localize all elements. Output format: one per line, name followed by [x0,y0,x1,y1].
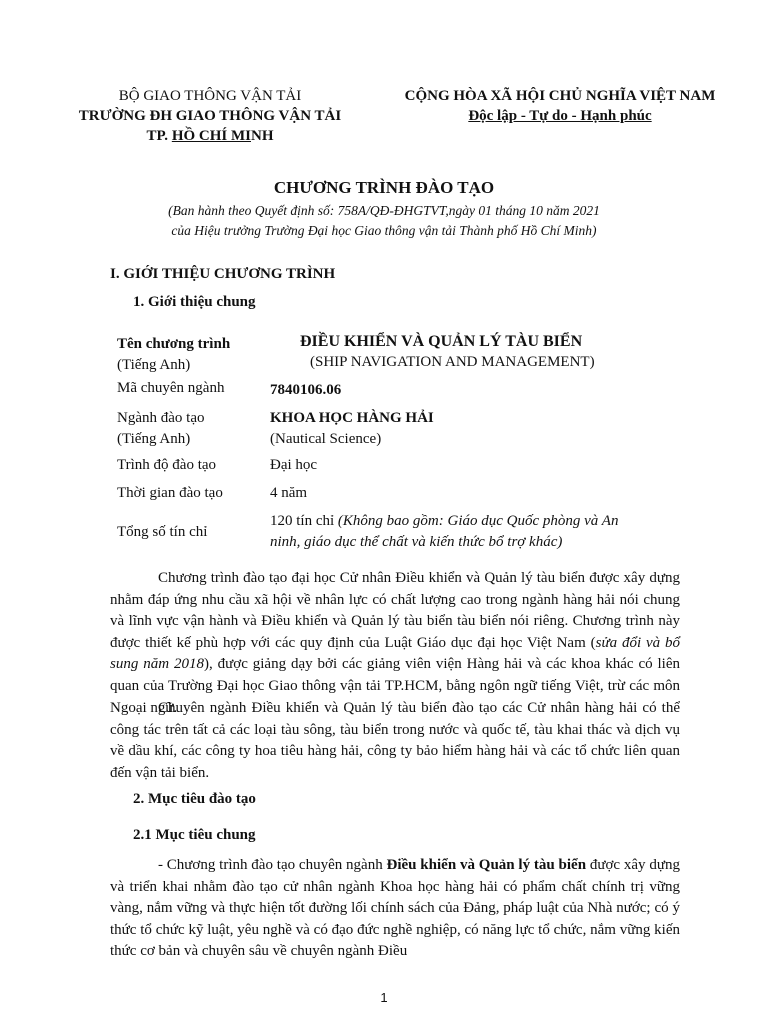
ministry-header [50,86,370,146]
objective-paragraph: - Chương trình đào tạo chuyên ngành Điều khiển và Quản lý tàu biển được xây dựng và triển khai nhằm đào tạo cử nhân ngành Khoa học hàng hải có phẩm chất chính trị vững vàng, nắm vững và thực hiện tốt đường lối chính sách của Đảng, pháp luật của Nhà nước; có ý thức tổ chức kỹ luật, yêu nghề và có đạo đức nghề nghiệp, có năng lực tổ chức, nắm vững kiến thức cơ bản và chuyên sâu về chuyên ngành Điều [110,857,680,960]
document-subtitle: (Ban hành theo Quyết định số: 758A/QĐ-ĐHGTVT,ngày 01 tháng 10 năm 2021 của Hiệu trưởng Trường Đại học Giao thông vận tải Thành phố Hồ Chí Minh) [168,203,600,238]
national-header [375,86,745,126]
duration-value: 4 năm [270,485,308,501]
program-label: Tên chương trình (Tiếng Anh) [117,336,231,373]
subsection-heading-2: 2. Mục tiêu đào tạo [133,791,256,807]
intro-paragraph-2: Chuyên ngành Điều khiển và Quản lý tàu biển đào tạo các Cử nhân hàng hải có thể công tác trên tất cả các loại tàu sông, tàu biển trong nước và quốc tế, tàu khai thác và dịch vụ về dầu khí, các công ty hoa tiêu hàng hải, công ty bảo hiểm hàng hải và các tổ chức liên quan đến vận tải biển. [110,700,680,781]
level-value: Đại học [270,457,318,473]
intro-paragraph-1: Chương trình đào tạo đại học Cử nhân Điều khiển và Quản lý tàu biển được xây dựng nhằm đáp ứng nhu cầu xã hội về nhân lực có chất lượng cao trong ngành hàng hải nói chung và lĩnh vực vận hành và Điều khiển và Quản lý tàu biển tàu biển nói riêng. Chương trình này được thiết kế phù hợp với các quy định của Luật Giáo dục đại học Việt Nam (sửa đổi và bổ sung năm 2018), được giảng dạy bởi các giảng viên viện Hàng hải và các khoa khác có liên quan của Trường Đại học Giao thông vận tải TP.HCM, bằng ngôn ngữ tiếng Việt, trừ các môn Ngoại ngữ. [110,570,681,716]
program-value-en: (SHIP NAVIGATION AND MANAGEMENT) [310,354,595,370]
subsection-heading-1: 1. Giới thiệu chung [133,294,256,310]
field-value: KHOA HỌC HÀNG HẢI (Nautical Science) [270,410,434,447]
section-heading: I. GIỚI THIỆU CHƯƠNG TRÌNH [110,266,336,282]
university-name: TRƯỜNG ĐH GIAO THÔNG VẬN TẢI [78,108,342,124]
code-label: Mã chuyên ngành [117,380,225,396]
field-label: Ngành đào tạo (Tiếng Anh) [117,410,205,447]
subsection-heading-2-1: 2.1 Mục tiêu chung [133,827,256,843]
credits-value: 120 tín chỉ (Không bao gồm: Giáo dục Quốc phòng và An ninh, giáo dục thể chất và kiến thức bổ trợ khác) [270,513,619,550]
ministry-name: BỘ GIAO THÔNG VẬN TẢI [118,88,302,104]
program-value: ĐIỀU KHIỂN VÀ QUẢN LÝ TÀU BIỂN [300,333,583,350]
code-value: 7840106.06 [270,382,342,398]
level-label: Trình độ đào tạo [117,457,217,473]
page-number: 1 [380,990,388,1005]
duration-label: Thời gian đào tạo [117,485,223,501]
document-title: CHƯƠNG TRÌNH ĐÀO TẠO [273,178,495,197]
university-city: TP. HỒ CHÍ MINH [146,128,274,144]
credits-label: Tổng số tín chỉ [117,524,208,540]
republic-name: CỘNG HÒA XÃ HỘI CHỦ NGHĨA VIỆT NAM [404,88,716,104]
national-motto: Độc lập - Tự do - Hạnh phúc [468,108,652,124]
